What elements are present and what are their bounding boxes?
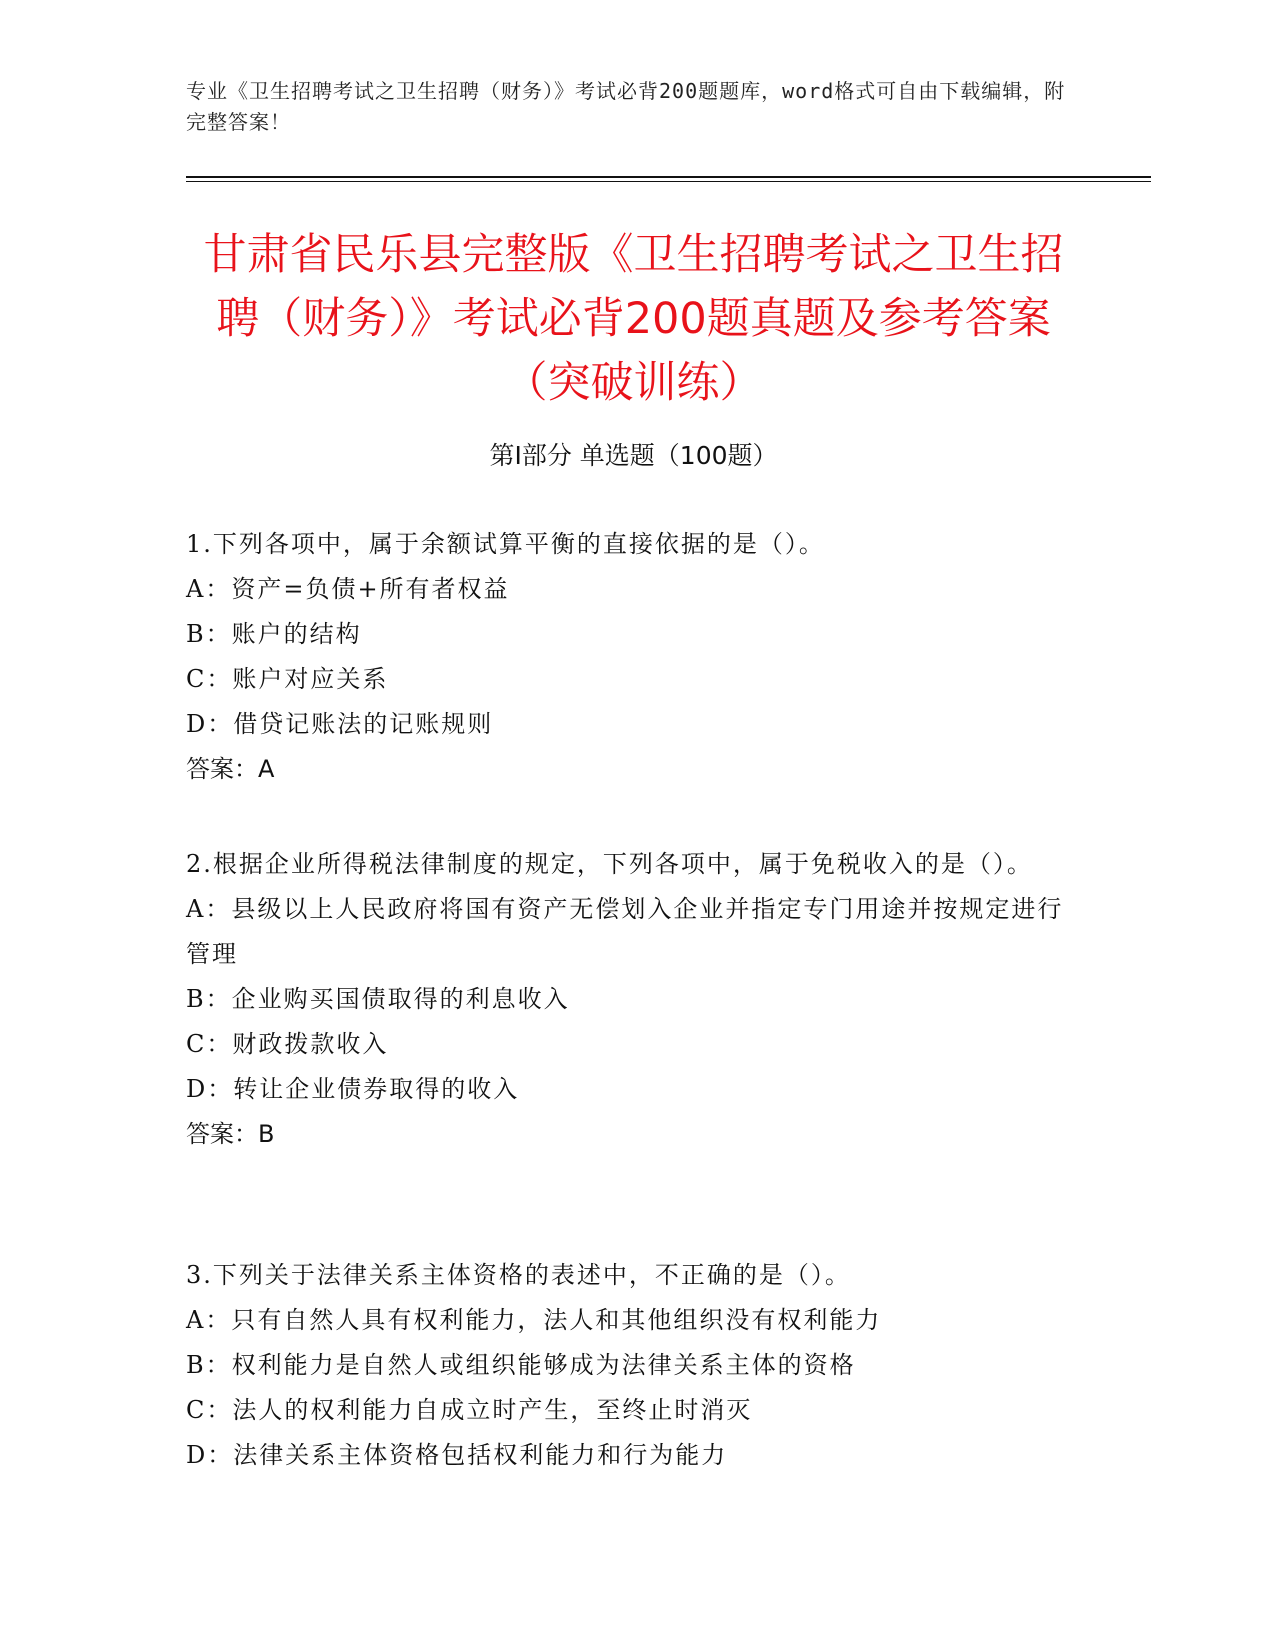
- question-3: [186, 1253, 1081, 1478]
- option-c: C：法人的权利能力自成立时产生，至终止时消灭: [186, 1396, 753, 1424]
- option-d: D：借贷记账法的记账规则: [186, 710, 494, 738]
- answer: 答案：B: [186, 1120, 275, 1148]
- option-a: A：只有自然人具有权利能力，法人和其他组织没有权利能力: [186, 1306, 882, 1334]
- document-title: 甘肃省民乐县完整版《卫生招聘考试之卫生招聘（财务）》考试必背200题真题及参考答案（突破训练）: [203, 230, 1064, 408]
- section-heading: 第Ⅰ部分 单选题（100题）: [489, 441, 778, 470]
- header-divider-thin: [186, 181, 1151, 182]
- question-stem: 3.下列关于法律关系主体资格的表述中，不正确的是（）。: [186, 1261, 851, 1289]
- option-c: C：财政拨款收入: [186, 1030, 389, 1058]
- option-a: A：县级以上人民政府将国有资产无偿划入企业并指定专门用途并按规定进行管理: [186, 895, 1064, 968]
- question-2: [186, 842, 1081, 1157]
- option-b: B：权利能力是自然人或组织能够成为法律关系主体的资格: [186, 1351, 856, 1379]
- option-b: B：企业购买国债取得的利息收入: [186, 985, 570, 1013]
- intro-text: 专业《卫生招聘考试之卫生招聘（财务）》考试必背200题题库，word格式可自由下载编辑，附完整答案！: [186, 79, 1066, 134]
- question-1: [186, 522, 1081, 792]
- option-a: A：资产=负债+所有者权益: [186, 575, 510, 603]
- answer: 答案：A: [186, 755, 275, 783]
- question-stem: 1.下列各项中，属于余额试算平衡的直接依据的是（）。: [186, 530, 825, 558]
- option-d: D：转让企业债券取得的收入: [186, 1075, 520, 1103]
- header-divider-thick: [186, 176, 1151, 178]
- option-b: B：账户的结构: [186, 620, 362, 648]
- question-stem: 2.根据企业所得税法律制度的规定，下列各项中，属于免税收入的是（）。: [186, 850, 1033, 878]
- option-c: C：账户对应关系: [186, 665, 389, 693]
- option-d: D：法律关系主体资格包括权利能力和行为能力: [186, 1441, 728, 1469]
